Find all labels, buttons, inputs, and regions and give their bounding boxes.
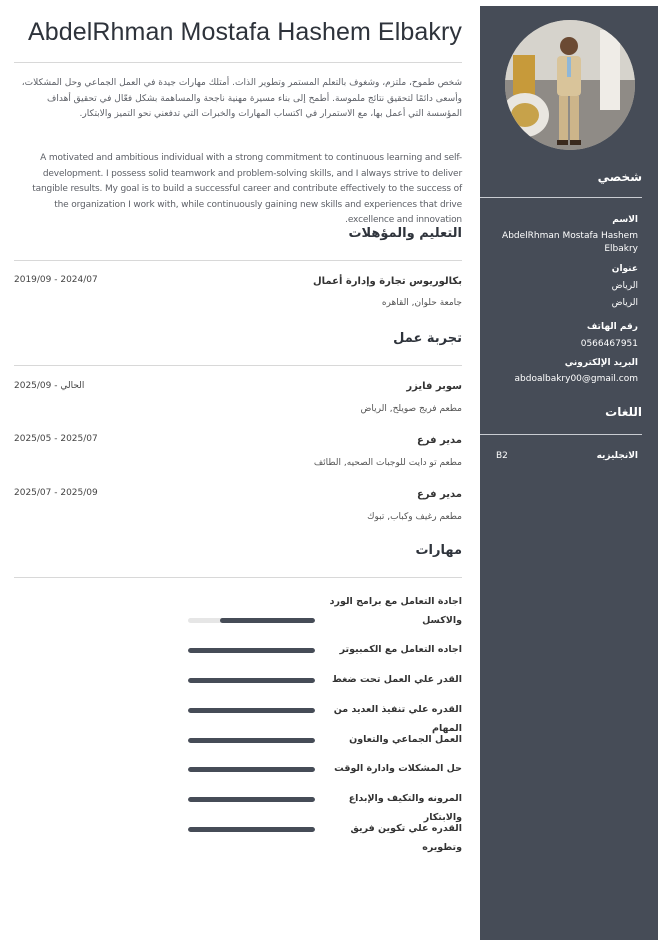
job-company: مطعم تو دايت للوجبات الصحيه, الطائف — [313, 458, 462, 468]
email-value: abdoalbakry00@gmail.com — [514, 374, 638, 384]
education-title: التعليم والمؤهلات — [348, 226, 462, 241]
address-label: عنوان — [611, 264, 638, 274]
language-name: الانجليزيه — [596, 451, 638, 461]
skill-label: اجادة التعامل مع برامج الورد والاكسل — [329, 596, 462, 626]
divider — [480, 434, 642, 435]
summary-arabic: شخص طموح، ملتزم، وشغوف بالتعلم المستمر وتطوير الذات. أمتلك مهارات جيدة في العمل الجماعي وحل المشكلات، وأسعى دائمًا لتحقيق نتائج ملموسة. أطمح إلى بناء مسيرة مهنية ناجحة والمساهمة بشكل فعّال في تحقيق أهداف المؤسسة التي أعمل بها، مع الاستمرار في اكتساب المهارات والخبرات التي تدفعني نحو التميز والابتكار. — [21, 78, 462, 119]
address-line: الرياض — [611, 281, 638, 291]
sidebar — [480, 6, 658, 940]
skill-bar-fill — [188, 678, 315, 683]
summary-english: A motivated and ambitious individual with a strong commitment to continuous learning and self-development. I possess solid teamwork and problem-solving skills, and I always strive to deliver tangible results. My goal is to build a successful career and contribute effectively to the success of the organization I work with, while continuously gaining new skills and experiences that drive excellence and innovation. — [32, 153, 462, 225]
email-label: البريد الإلكتروني — [564, 358, 638, 368]
education-dates: 2019/09 - 2024/07 — [14, 275, 98, 285]
job-dates: 2025/09 - الحالي — [14, 381, 85, 391]
skill-bar-fill — [188, 767, 315, 772]
job-role: مدير فرع — [416, 489, 462, 500]
divider — [14, 365, 462, 366]
profile-photo — [505, 20, 635, 150]
skill-label: المرونه والتكيف والإبداع والابتكار — [348, 793, 462, 823]
job-company: مطعم رغيف وكباب, تبوك — [367, 512, 462, 522]
phone-value: 0566467951 — [580, 339, 638, 349]
skill-label: العمل الجماعي والتعاون — [349, 734, 462, 745]
name-label: الاسم — [612, 215, 638, 225]
skill-label: القدر علي العمل تحت ضغط — [331, 674, 462, 685]
skill-bar — [188, 648, 315, 653]
divider — [480, 197, 642, 198]
skill-bar — [188, 767, 315, 772]
skill-bar — [188, 678, 315, 683]
languages-title: اللغات — [605, 405, 642, 419]
education-degree: بكالوريوس تجارة وإدارة أعمال — [312, 276, 462, 287]
job-dates: 2025/05 - 2025/07 — [14, 434, 98, 444]
experience-title: تجربة عمل — [393, 331, 462, 346]
address-line: الرياض — [611, 298, 638, 308]
skill-bar-fill — [220, 618, 315, 623]
candidate-name: AbdelRhman Mostafa Hashem Elbakry — [27, 18, 462, 46]
skill-bar-fill — [188, 708, 315, 713]
skill-bar — [188, 618, 315, 623]
divider — [14, 577, 462, 578]
main-column — [14, 0, 462, 940]
skill-bar-fill — [188, 648, 315, 653]
skill-bar — [188, 738, 315, 743]
language-level: B2 — [496, 451, 508, 461]
divider — [14, 62, 462, 63]
name-value: AbdelRhman Mostafa Hashem Elbakry — [502, 231, 638, 254]
phone-label: رقم الهاتف — [586, 322, 638, 332]
job-role: سوبر فايزر — [406, 381, 462, 392]
skill-label: حل المشكلات وادارة الوقت — [334, 763, 462, 774]
skill-bar-fill — [188, 738, 315, 743]
skills-title: مهارات — [415, 543, 462, 558]
skill-bar — [188, 708, 315, 713]
skill-bar — [188, 827, 315, 832]
job-role: مدير فرع — [416, 435, 462, 446]
skill-bar-fill — [188, 827, 315, 832]
skill-bar — [188, 797, 315, 802]
personal-title: شخصي — [597, 170, 642, 184]
skill-label: القدره علي تكوين فريق وتطويره — [350, 823, 462, 853]
skill-bar-fill — [188, 797, 315, 802]
job-company: مطعم فريج صويلح, الرياض — [360, 404, 462, 414]
profile-photo-image — [505, 20, 635, 150]
skill-label: القدره علي تنفيذ العديد من المهام — [333, 704, 462, 734]
job-dates: 2025/07 - 2025/09 — [14, 488, 98, 498]
divider — [14, 260, 462, 261]
skill-label: اجاده التعامل مع الكمبيوتر — [339, 644, 462, 655]
education-school: جامعة حلوان, القاهره — [381, 298, 462, 308]
